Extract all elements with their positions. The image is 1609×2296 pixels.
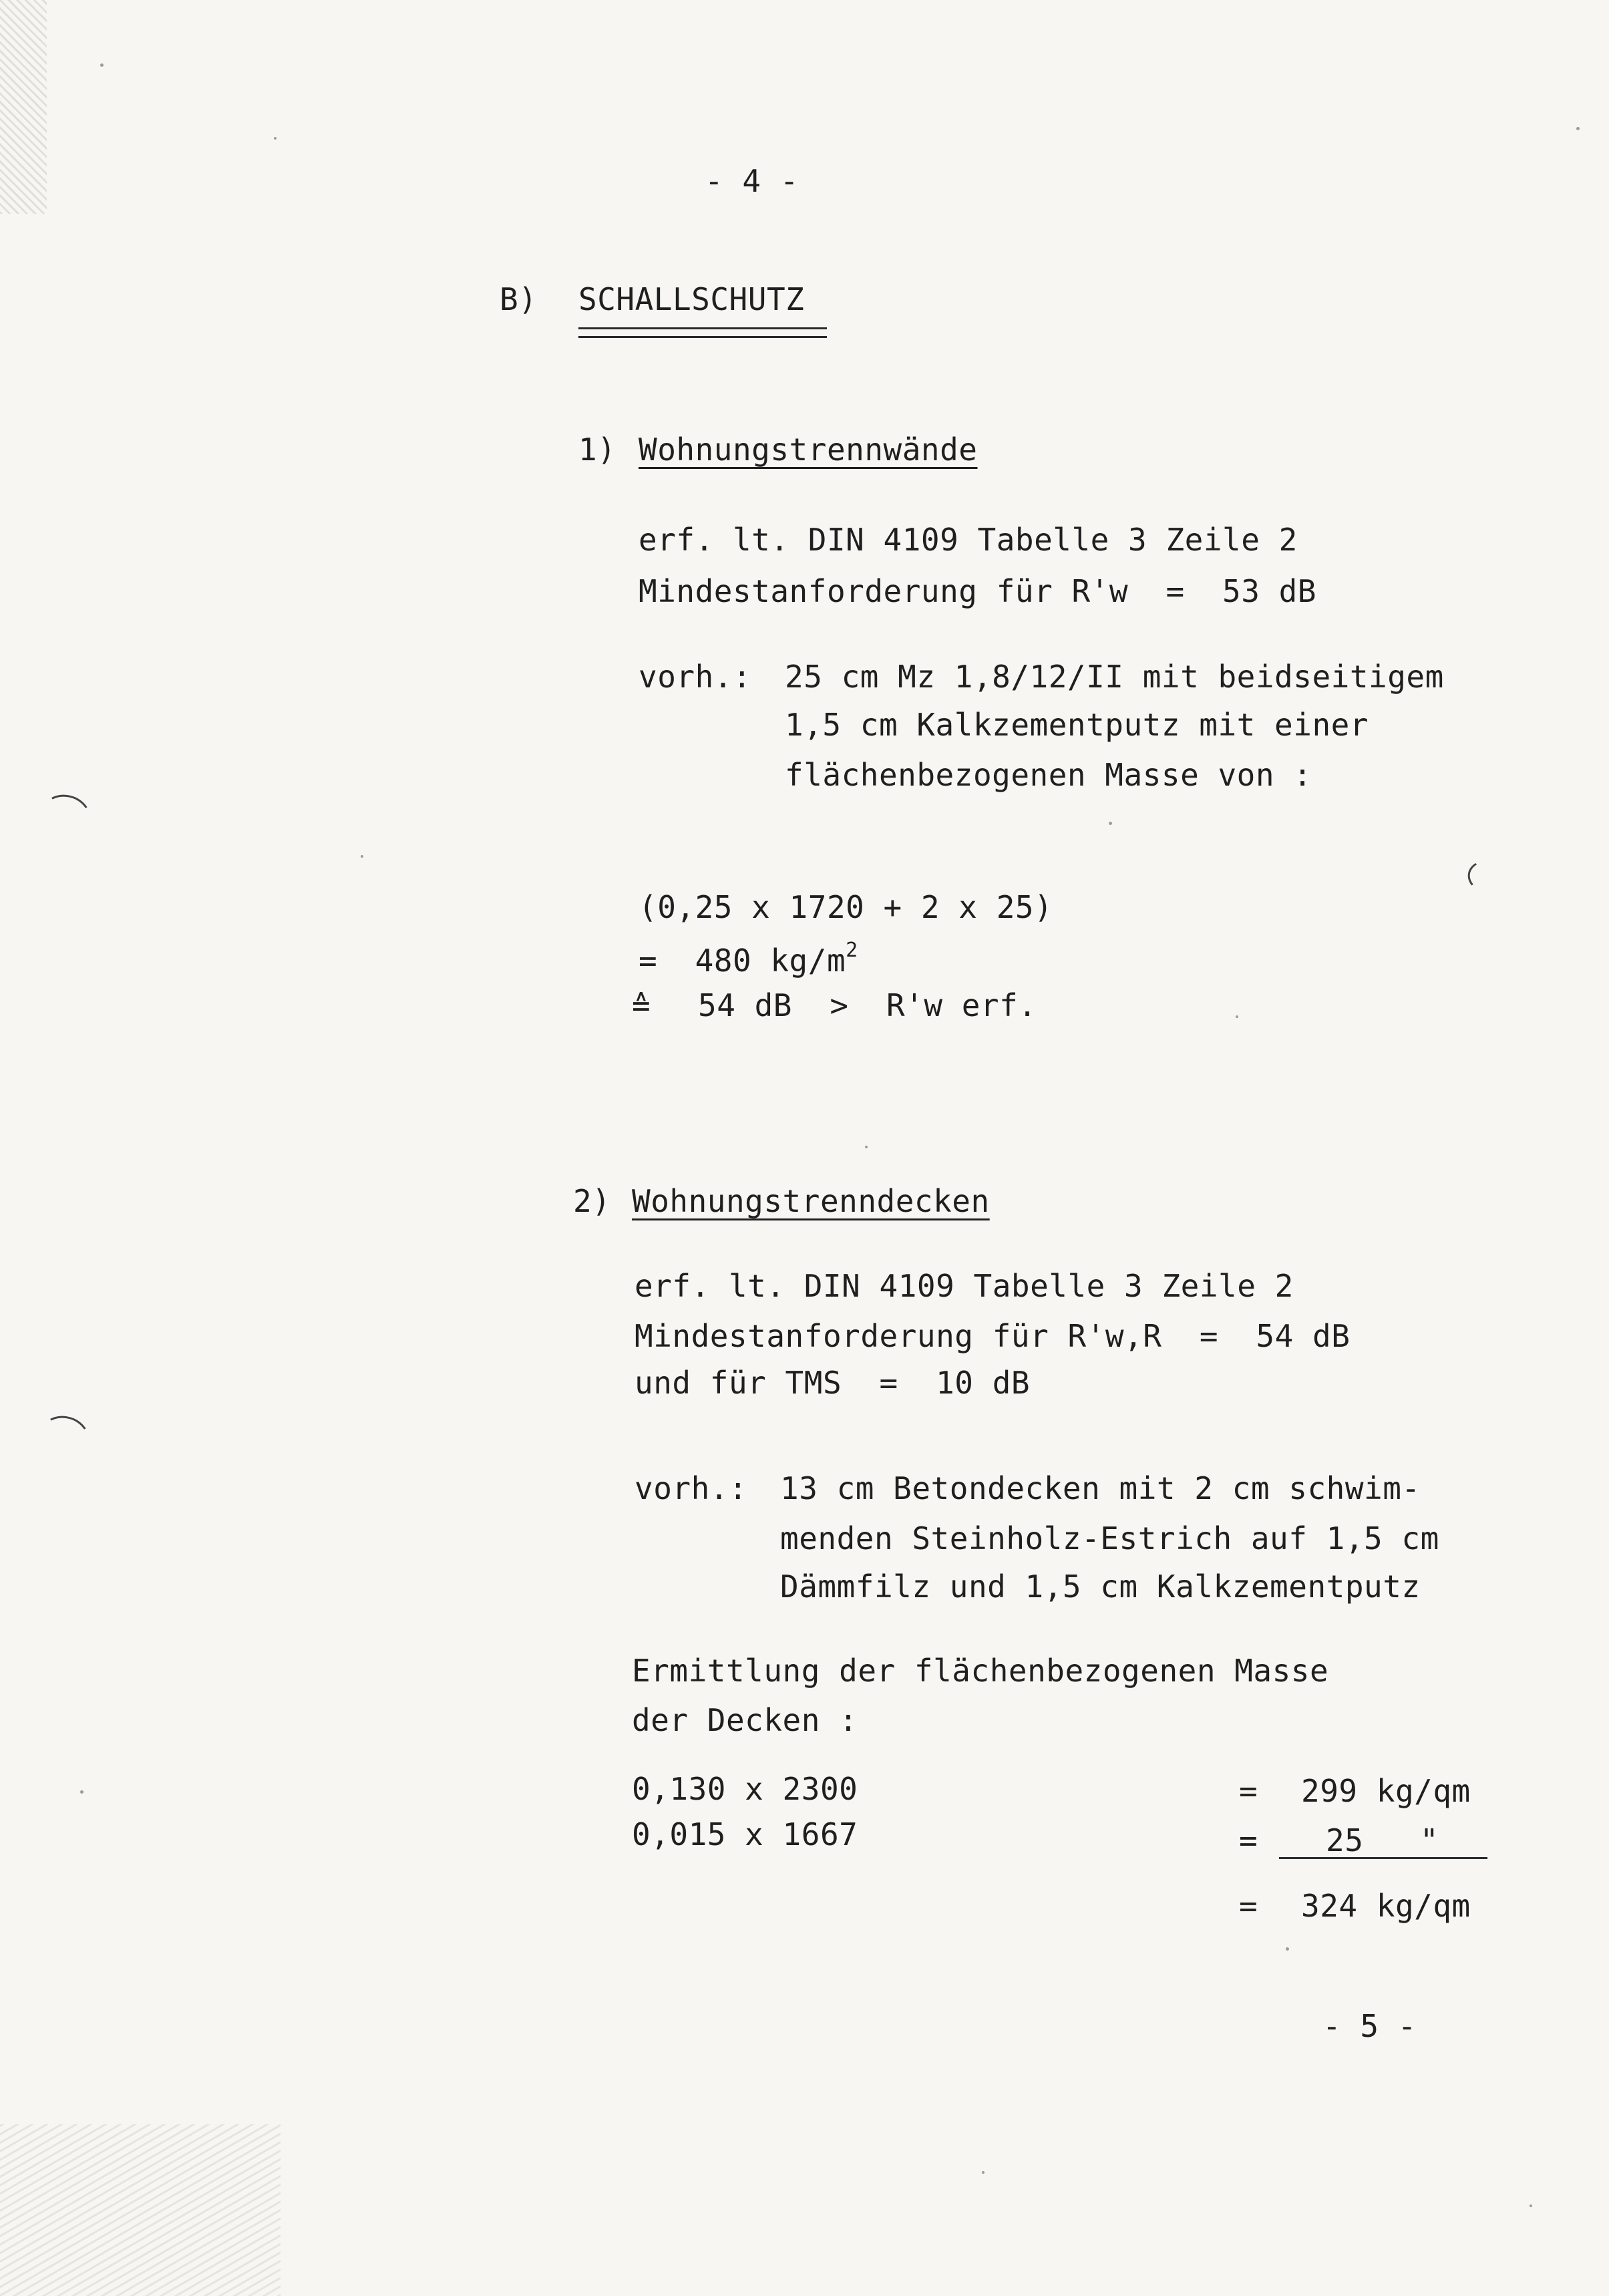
section1-calc-line2-text: = 480 kg/m bbox=[639, 943, 846, 979]
section2-vorh-line2: menden Steinholz-Estrich auf 1,5 cm bbox=[780, 1520, 1439, 1556]
heading-title: SCHALLSCHUTZ bbox=[578, 281, 805, 317]
scan-noise-bottom bbox=[0, 2124, 281, 2296]
section2-vorh-line3: Dämmfilz und 1,5 cm Kalkzementputz bbox=[780, 1569, 1421, 1605]
section2-row1-result: 299 kg/qm bbox=[1301, 1773, 1471, 1809]
next-page-number: - 5 - bbox=[1322, 2008, 1417, 2044]
section1-calc-line2-sup: 2 bbox=[846, 939, 858, 962]
section2-title: Wohnungstrenndecken bbox=[632, 1183, 990, 1219]
section2-row1-expr: 0,130 x 2300 bbox=[632, 1771, 858, 1807]
section1-calc-corresponds-symbol: ≙ bbox=[632, 987, 651, 1023]
speck bbox=[1530, 2204, 1532, 2207]
section1-number: 1) bbox=[578, 432, 616, 468]
sum-rule bbox=[1279, 1857, 1487, 1859]
heading-double-underline bbox=[578, 327, 827, 338]
section1-vorh-label: vorh.: bbox=[639, 659, 752, 695]
section2-requirement-line1: erf. lt. DIN 4109 Tabelle 3 Zeile 2 bbox=[635, 1268, 1294, 1304]
page-number: - 4 - bbox=[705, 163, 799, 199]
speck bbox=[361, 855, 363, 858]
section1-title: Wohnungstrennwände bbox=[639, 432, 978, 468]
speck bbox=[1236, 1015, 1238, 1018]
speck bbox=[100, 63, 104, 67]
section1-requirement-line1: erf. lt. DIN 4109 Tabelle 3 Zeile 2 bbox=[639, 522, 1298, 558]
section2-total: 324 kg/qm bbox=[1301, 1888, 1471, 1924]
speck bbox=[1576, 127, 1580, 130]
section1-requirement-line2: Mindestanforderung für R'w = 53 dB bbox=[639, 573, 1316, 609]
scan-noise-left bbox=[0, 0, 47, 214]
scan-mark-right bbox=[1465, 856, 1515, 898]
section2-number: 2) bbox=[573, 1183, 611, 1219]
section2-requirement-line3: und für TMS = 10 dB bbox=[635, 1365, 1031, 1401]
section2-row2-eq: = bbox=[1239, 1822, 1258, 1858]
heading-label: B) bbox=[500, 281, 538, 317]
section1-calc-line1: (0,25 x 1720 + 2 x 25) bbox=[639, 889, 1053, 925]
section2-requirement-line2: Mindestanforderung für R'w,R = 54 dB bbox=[635, 1318, 1351, 1354]
speck bbox=[274, 137, 277, 140]
section1-vorh-line1: 25 cm Mz 1,8/12/II mit beidseitigem bbox=[785, 659, 1444, 695]
section2-mass-line2: der Decken : bbox=[632, 1702, 858, 1738]
punch-hole-mark-upper bbox=[35, 789, 96, 844]
section2-vorh-label: vorh.: bbox=[635, 1470, 748, 1506]
speck bbox=[80, 1790, 83, 1794]
speck bbox=[865, 1146, 868, 1148]
speck bbox=[1109, 822, 1112, 825]
section2-vorh-line1: 13 cm Betondecken mit 2 cm schwim- bbox=[780, 1470, 1421, 1506]
section1-calc-line3: 54 dB > R'w erf. bbox=[698, 987, 1037, 1023]
section2-mass-line1: Ermittlung der flächenbezogenen Masse bbox=[632, 1653, 1329, 1689]
section2-total-eq: = bbox=[1239, 1888, 1258, 1924]
speck bbox=[982, 2171, 985, 2174]
section2-row2-result: 25 " bbox=[1326, 1822, 1439, 1858]
punch-hole-mark-lower bbox=[34, 1410, 94, 1466]
speck bbox=[1286, 1947, 1289, 1951]
section2-row1-eq: = bbox=[1239, 1773, 1258, 1809]
section1-calc-line2 bbox=[639, 939, 858, 979]
section2-row2-expr: 0,015 x 1667 bbox=[632, 1816, 858, 1852]
section1-vorh-line2: 1,5 cm Kalkzementputz mit einer bbox=[785, 707, 1369, 743]
section1-vorh-line3: flächenbezogenen Masse von : bbox=[785, 757, 1312, 793]
